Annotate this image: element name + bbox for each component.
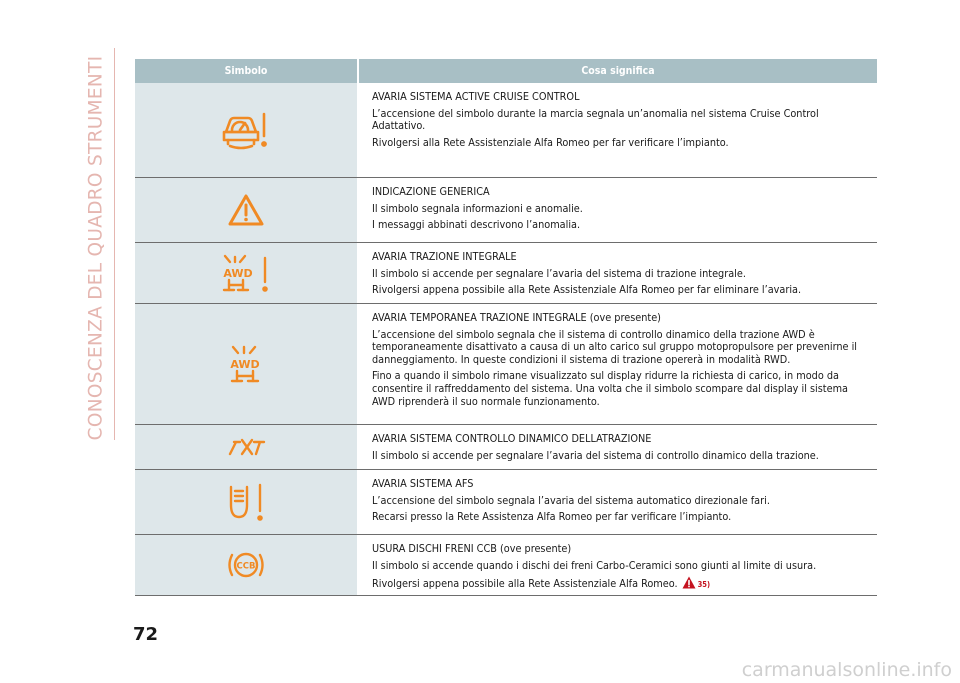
table-row <box>135 304 877 425</box>
row-title: AVARIA SISTEMA ACTIVE CRUISE CONTROL <box>372 90 580 103</box>
meaning-cell <box>359 243 877 303</box>
cruise-control-fault-icon <box>222 108 270 152</box>
header-meaning: Cosa significa <box>581 65 655 77</box>
symbol-cell <box>135 178 357 242</box>
meaning-cell <box>359 304 877 424</box>
row-title: AVARIA SISTEMA AFS <box>372 477 474 490</box>
row-paragraph: Recarsi presso la Rete Assistenza Alfa Romeo per far verificare l’impianto. <box>372 510 732 524</box>
meaning-cell <box>359 535 877 595</box>
row-title: AVARIA TRAZIONE INTEGRALE <box>372 250 517 263</box>
symbol-cell <box>135 425 357 469</box>
warning-lights-table <box>135 59 877 596</box>
row-paragraph: L’accensione del simbolo segnala che il sistema di controllo dinamico della trazione AWD è temporaneamente disattivato a causa di un alto carico sul gruppo motopropulsore per prevenirne il danneggiamento. In queste condizioni il sistema di trazione opererà in modalità RWD. <box>372 327 858 366</box>
symbol-cell <box>135 304 357 424</box>
row-paragraph: Il simbolo segnala informazioni e anomalie. <box>372 201 583 215</box>
watermark: carmanualsonline.info <box>741 659 952 681</box>
meaning-cell <box>359 83 877 177</box>
table-row <box>135 425 877 470</box>
table-row <box>135 243 877 304</box>
table-header <box>135 59 877 83</box>
danger-warning-icon <box>682 576 696 593</box>
warning-reference: 35) <box>697 580 711 590</box>
row-paragraph: Il simbolo si accende per segnalare l’avaria del sistema di controllo dinamico della trazione. <box>372 448 819 462</box>
meaning-cell <box>359 470 877 534</box>
header-symbol: Simbolo <box>224 65 268 77</box>
table-row <box>135 178 877 243</box>
row-paragraph: Il simbolo si accende per segnalare l’avaria del sistema di trazione integrale. <box>372 266 746 280</box>
warning-triangle-icon <box>227 193 265 227</box>
symbol-cell <box>135 243 357 303</box>
table-row <box>135 535 877 596</box>
row-paragraph: Rivolgersi appena possibile alla Rete Assistenziale Alfa Romeo per far eliminare l’avaria. <box>372 283 802 297</box>
row-title: AVARIA SISTEMA CONTROLLO DINAMICO DELLATRAZIONE <box>372 432 652 445</box>
symbol-cell <box>135 470 357 534</box>
side-divider-line <box>114 48 115 440</box>
awd-fault-icon <box>221 252 271 294</box>
section-side-title <box>80 48 112 448</box>
row-paragraph: Il simbolo si accende quando i dischi dei freni Carbo-Ceramici sono giunti al limite di usura. <box>372 558 817 572</box>
awd-temporary-icon-label: AWD <box>230 358 260 371</box>
meaning-cell <box>359 425 877 469</box>
row-title: INDICAZIONE GENERICA <box>372 185 490 198</box>
afs-fault-icon <box>226 481 266 523</box>
traction-control-fault-icon <box>226 434 266 460</box>
symbol-cell <box>135 83 357 177</box>
row-paragraph-with-reference <box>372 576 869 593</box>
table-row <box>135 83 877 178</box>
row-paragraph: I messaggi abbinati descrivono l’anomalia. <box>372 218 581 232</box>
meaning-cell <box>359 178 877 242</box>
row-paragraph: L’accensione del simbolo durante la marcia segnala un’anomalia nel sistema Cruise Control Adattativo. <box>372 106 819 133</box>
table-row <box>135 470 877 535</box>
symbol-cell <box>135 535 357 595</box>
page-number: 72 <box>133 624 159 645</box>
section-side-title-text: CONOSCENZA DEL QUADRO STRUMENTI <box>85 55 107 441</box>
row-paragraph: Rivolgersi appena possibile alla Rete Assistenziale Alfa Romeo. <box>372 577 678 591</box>
row-paragraph: L’accensione del simbolo segnala l’avaria del sistema automatico direzionale fari. <box>372 493 770 507</box>
row-paragraph: Rivolgersi alla Rete Assistenziale Alfa Romeo per far verificare l’impianto. <box>372 135 729 149</box>
ccb-brake-wear-icon-label: CCB <box>236 561 256 572</box>
awd-temporary-icon <box>227 343 265 385</box>
row-title: USURA DISCHI FRENI CCB (ove presente) <box>372 542 572 555</box>
awd-fault-icon-label: AWD <box>223 267 253 280</box>
ccb-brake-wear-icon <box>226 548 266 582</box>
row-paragraph: Fino a quando il simbolo rimane visualizzato sul display ridurre la richiesta di carico, in modo da consentire il raffreddamento del sistema. Una volta che il simbolo scompare dal display il sistema AWD riprenderà il suo normale funzionamento. <box>372 369 849 408</box>
row-title: AVARIA TEMPORANEA TRAZIONE INTEGRALE (ove presente) <box>372 311 661 324</box>
